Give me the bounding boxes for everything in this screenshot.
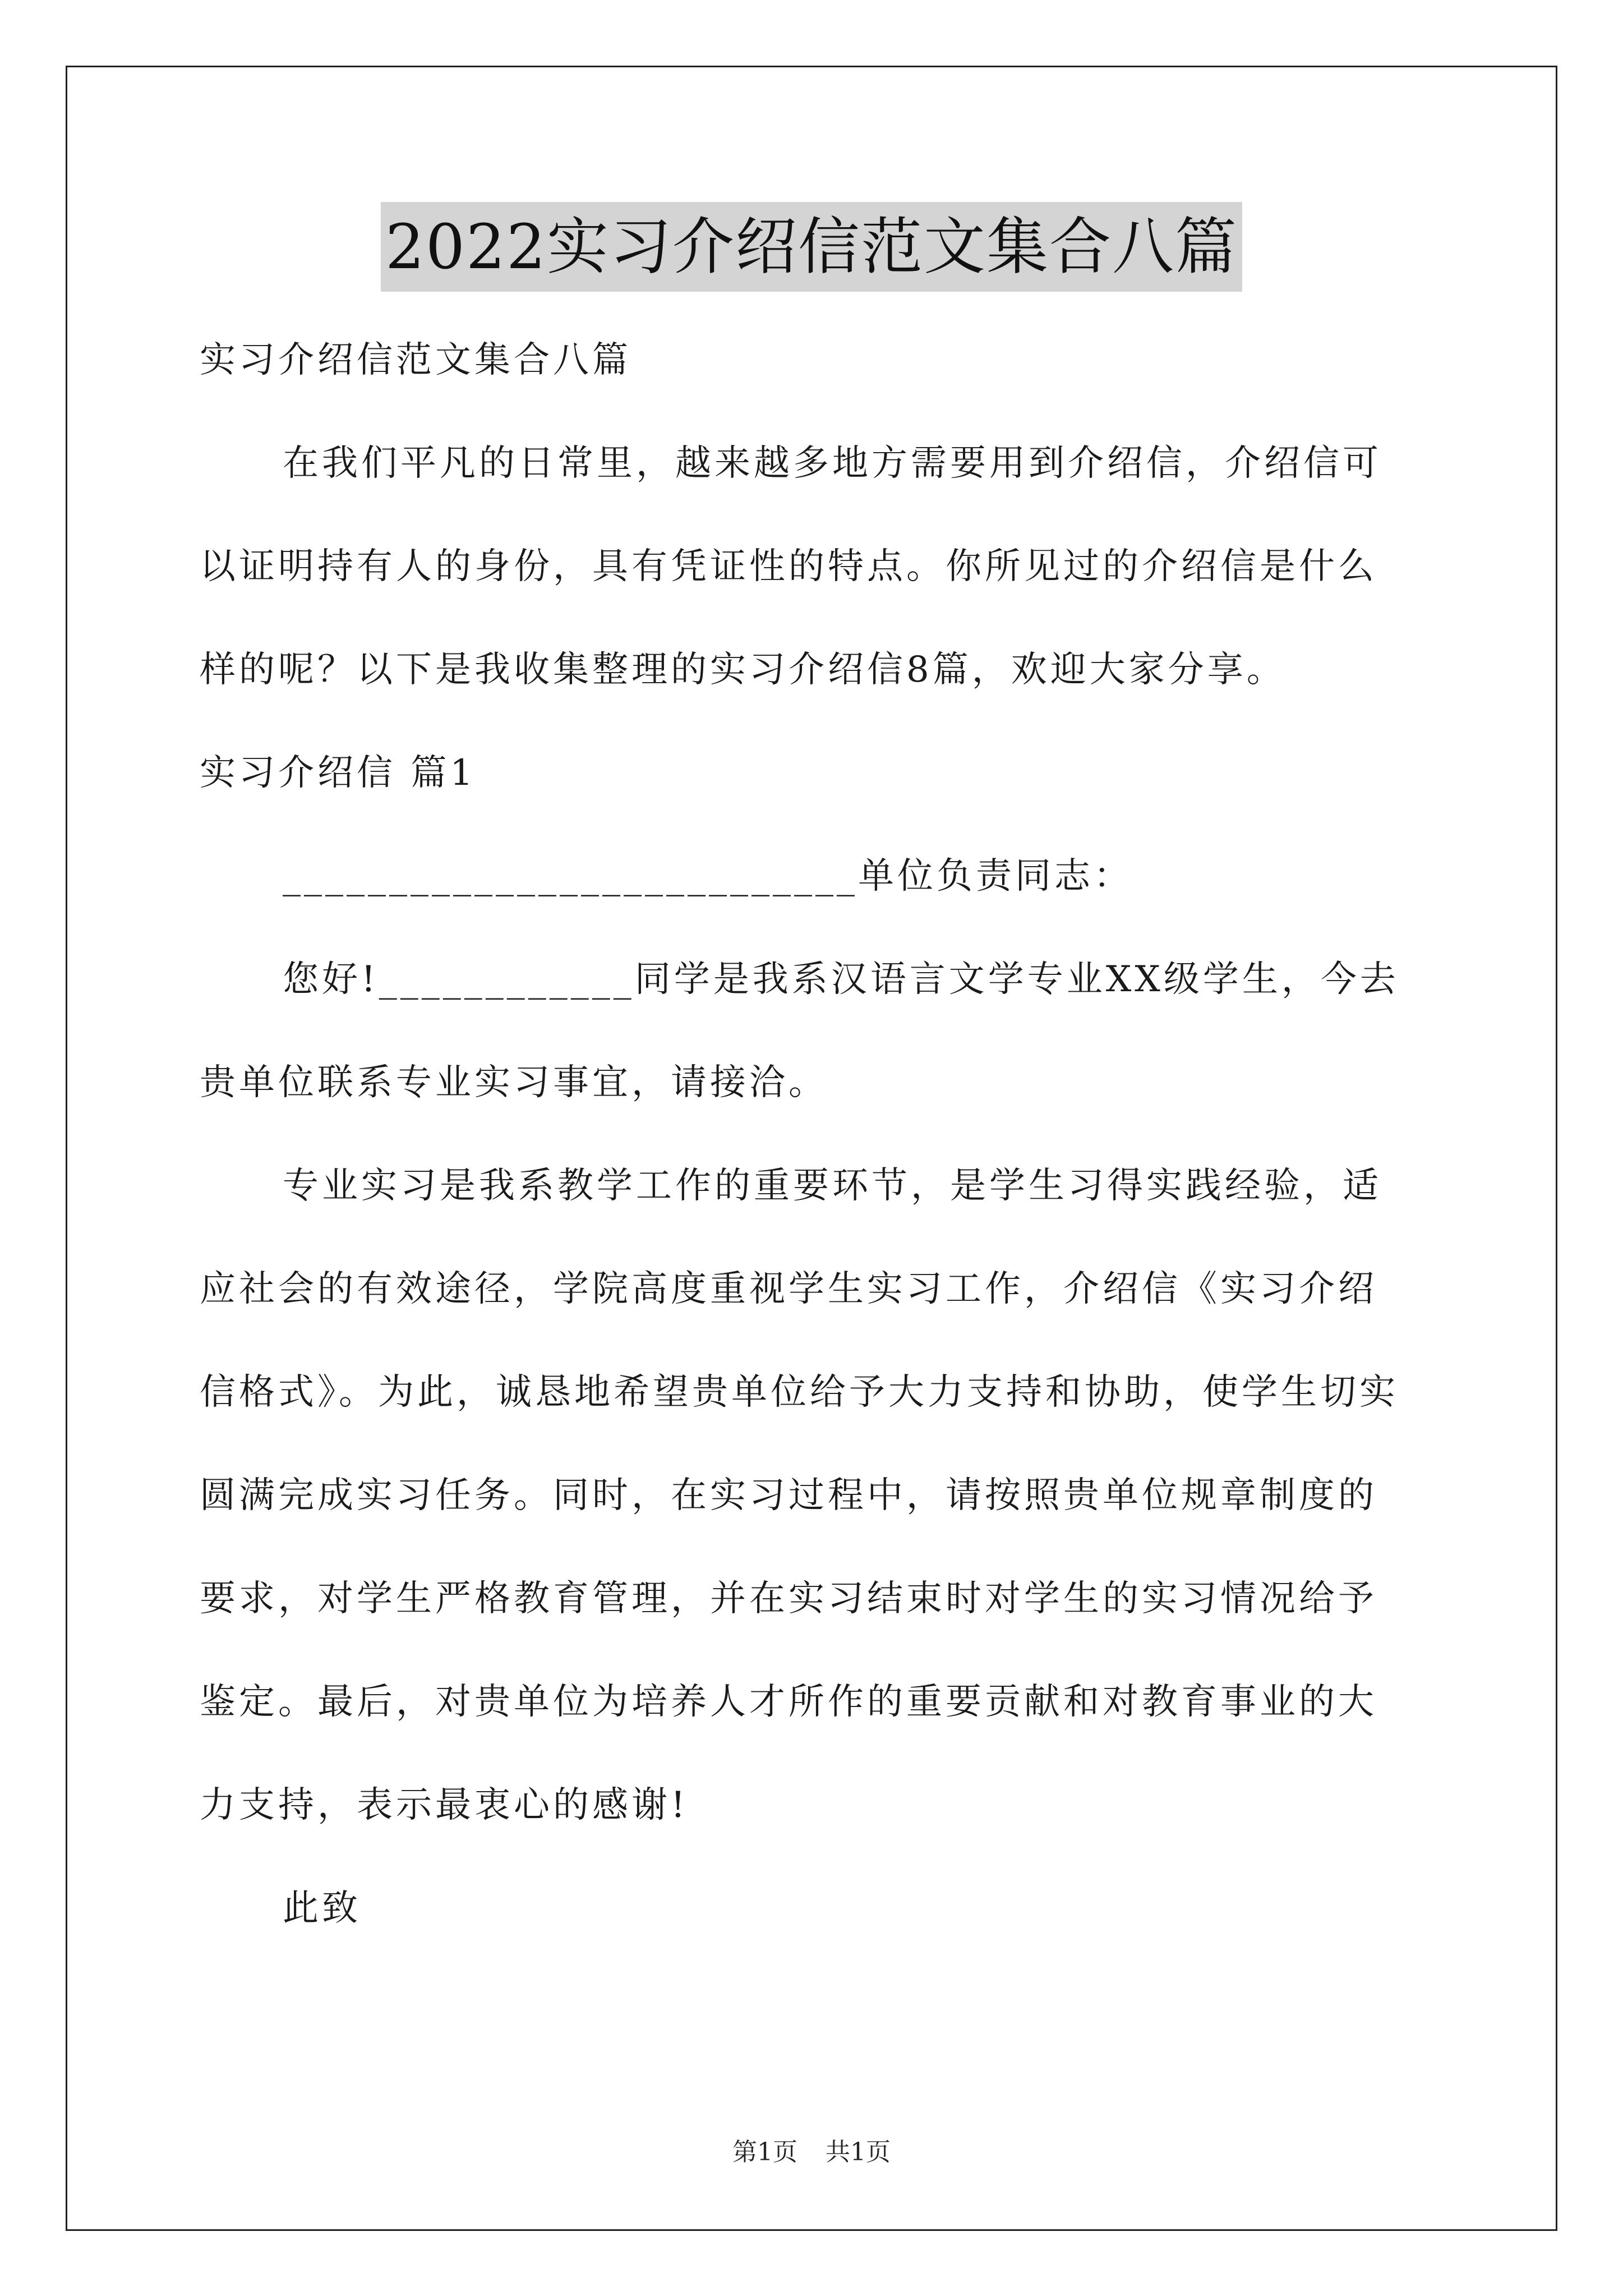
- page-footer: [0, 2132, 1623, 2168]
- paragraph-line: 以证明持有人的身份，具有凭证性的特点。你所见过的介绍信是什么: [200, 546, 1377, 587]
- closing-line: 此致: [283, 1888, 361, 1929]
- paragraph-line: 力支持，表示最衷心的感谢!: [200, 1784, 689, 1826]
- paragraph-line: 信格式》。为此，诚恳地希望贵单位给予大力支持和协助，使学生切实: [200, 1372, 1399, 1413]
- paragraph-line: 鉴定。最后，对贵单位为培养人才所作的重要贡献和对教育事业的大: [200, 1681, 1377, 1723]
- paragraph-line: 您好!____________同学是我系汉语言文学专业XX级学生，今去: [283, 959, 1399, 1000]
- page-total: 共1页: [826, 2138, 891, 2166]
- document-body: [200, 309, 1433, 1960]
- page-number: 第1页: [732, 2138, 797, 2166]
- paragraph-line: 贵单位联系专业实习事宜，请接洽。: [200, 1062, 828, 1103]
- paragraph-line: 圆满完成实习任务。同时，在实习过程中，请按照贵单位规章制度的: [200, 1475, 1377, 1516]
- subtitle-line: 实习介绍信范文集合八篇: [200, 339, 631, 381]
- document-title: 2022实习介绍信范文集合八篇: [381, 202, 1242, 292]
- paragraph-line: 在我们平凡的日常里，越来越多地方需要用到介绍信，介绍信可: [283, 443, 1382, 484]
- paragraph-line: 专业实习是我系教学工作的重要环节，是学生习得实践经验，适: [283, 1165, 1382, 1207]
- paragraph-line: 要求，对学生严格教育管理，并在实习结束时对学生的实习情况给予: [200, 1578, 1377, 1619]
- paragraph-line: 应社会的有效途径，学院高度重视学生实习工作，介绍信《实习介绍: [200, 1268, 1377, 1310]
- salutation-line: ___________________________单位负责同志：: [283, 855, 1133, 897]
- section-heading: 实习介绍信 篇1: [200, 752, 477, 794]
- paragraph-line: 样的呢？以下是我收集整理的实习介绍信8篇，欢迎大家分享。: [200, 649, 1286, 691]
- title-area: [0, 202, 1623, 292]
